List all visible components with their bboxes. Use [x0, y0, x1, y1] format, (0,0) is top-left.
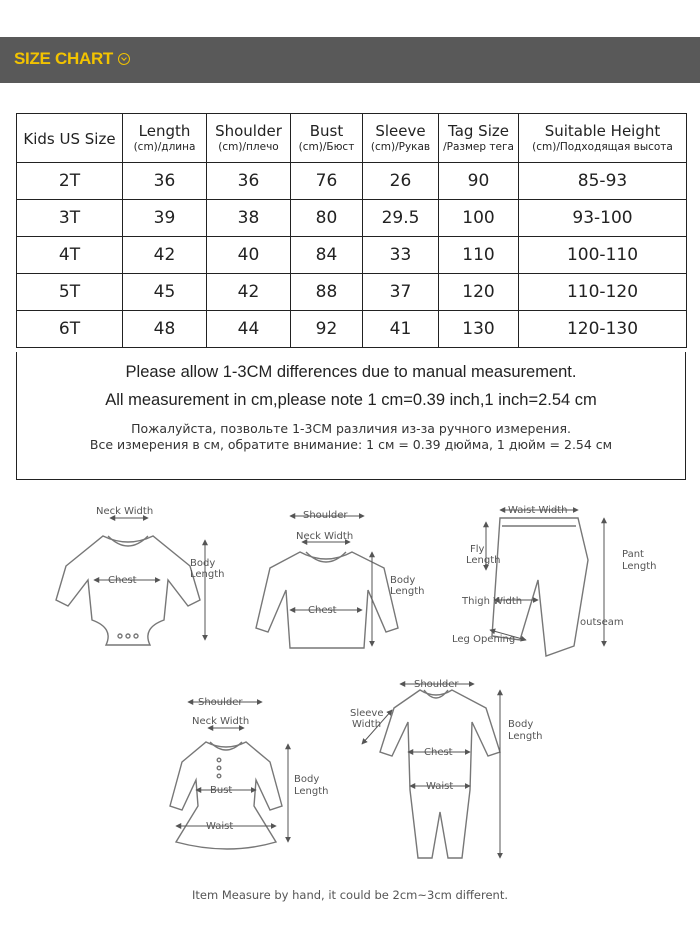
label-thigh-width: Thigh Width — [462, 596, 523, 607]
table-cell: 85-93 — [519, 163, 687, 200]
footer-note: Item Measure by hand, it could be 2cm~3cm different. — [191, 888, 509, 902]
label-waist-width: Waist Width — [508, 505, 568, 516]
table-cell: 3T — [17, 200, 123, 237]
table-cell: 2T — [17, 163, 123, 200]
shirt-illustration — [256, 552, 398, 648]
chevron-circle-icon — [118, 53, 130, 65]
note-line-ru: Пожалуйста, позвольте 1-3CM различия из-за ручного измерения. — [131, 421, 571, 436]
note-line: Please allow 1-3CM differences due to manual measurement. — [125, 363, 577, 381]
table-cell: 130 — [439, 311, 519, 348]
label-chest: Chest — [108, 575, 137, 586]
label-bust: Bust — [210, 785, 233, 796]
label-length: Length — [390, 586, 425, 597]
label-fly: Fly — [470, 544, 485, 555]
table-cell: 76 — [291, 163, 363, 200]
label-length: Length — [466, 555, 501, 566]
col-header-size: Kids US Size — [17, 114, 123, 163]
col-header-bust: Bust (cm)/Бюст — [291, 114, 363, 163]
table-cell: 100 — [439, 200, 519, 237]
table-cell: 44 — [207, 311, 291, 348]
table-cell: 48 — [123, 311, 207, 348]
table-cell: 5T — [17, 274, 123, 311]
label-length: Length — [622, 561, 657, 572]
label-waist: Waist — [426, 781, 454, 792]
label-body: Body — [390, 575, 416, 586]
table-cell: 45 — [123, 274, 207, 311]
table-cell: 80 — [291, 200, 363, 237]
table-cell: 33 — [363, 237, 439, 274]
table-cell: 90 — [439, 163, 519, 200]
bodysuit-illustration — [56, 536, 200, 645]
table-cell: 93-100 — [519, 200, 687, 237]
table-cell: 36 — [207, 163, 291, 200]
table-cell: 41 — [363, 311, 439, 348]
table-cell: 120 — [439, 274, 519, 311]
col-header-height: Suitable Height (cm)/Подходящая высота — [519, 114, 687, 163]
label-shoulder: Shoulder — [303, 510, 348, 521]
table-cell: 39 — [123, 200, 207, 237]
table-cell: 110-120 — [519, 274, 687, 311]
banner-title: SIZE CHART — [14, 49, 114, 68]
table-cell: 26 — [363, 163, 439, 200]
table-row — [17, 200, 687, 237]
col-header-shoulder: Shoulder (cm)/плечо — [207, 114, 291, 163]
label-waist: Waist — [206, 821, 234, 832]
label-body: Body — [508, 719, 534, 730]
table-cell: 42 — [123, 237, 207, 274]
label-pant: Pant — [622, 549, 644, 560]
col-header-length: Length (cm)/длина — [123, 114, 207, 163]
romper-illustration — [380, 690, 500, 858]
size-table — [16, 113, 687, 348]
label-neck-width: Neck Width — [96, 506, 154, 517]
label-chest: Chest — [308, 605, 337, 616]
col-header-tag-size: Tag Size /Размер тега — [439, 114, 519, 163]
label-body: Body — [294, 774, 320, 785]
table-cell: 120-130 — [519, 311, 687, 348]
label-shoulder: Shoulder — [414, 679, 459, 690]
label-leg-opening: Leg Opening — [452, 634, 516, 645]
table-cell: 92 — [291, 311, 363, 348]
label-neck-width: Neck Width — [296, 531, 354, 542]
label-shoulder: Shoulder — [198, 697, 243, 708]
table-cell: 40 — [207, 237, 291, 274]
table-cell: 37 — [363, 274, 439, 311]
table-cell: 38 — [207, 200, 291, 237]
label-length: Length — [190, 569, 225, 580]
table-cell: 100-110 — [519, 237, 687, 274]
size-chart-banner — [0, 37, 700, 83]
label-outseam: outseam — [580, 617, 624, 628]
table-row — [17, 274, 687, 311]
table-cell: 36 — [123, 163, 207, 200]
measurement-diagrams — [0, 490, 700, 885]
label-length: Length — [508, 731, 543, 742]
label-neck-width: Neck Width — [192, 716, 250, 727]
note-line-ru: Все измерения в см, обратите внимание: 1 см = 0.39 дюйма, 1 дюйм = 2.54 см — [89, 437, 613, 452]
table-cell: 110 — [439, 237, 519, 274]
note-line: All measurement in cm,please note 1 cm=0.39 inch,1 inch=2.54 cm — [105, 391, 597, 409]
measurement-notes — [16, 352, 686, 480]
col-header-sleeve: Sleeve (cm)/Рукав — [363, 114, 439, 163]
label-sleeve: Sleeve — [350, 708, 384, 719]
label-body: Body — [190, 558, 216, 569]
table-cell: 84 — [291, 237, 363, 274]
table-cell: 4T — [17, 237, 123, 274]
label-length: Length — [294, 786, 329, 797]
table-header-row — [17, 114, 687, 163]
label-chest: Chest — [424, 747, 453, 758]
table-row — [17, 311, 687, 348]
table-cell: 42 — [207, 274, 291, 311]
table-row — [17, 237, 687, 274]
table-cell: 6T — [17, 311, 123, 348]
table-cell: 88 — [291, 274, 363, 311]
table-cell: 29.5 — [363, 200, 439, 237]
table-row — [17, 163, 687, 200]
label-width: Width — [352, 719, 382, 730]
